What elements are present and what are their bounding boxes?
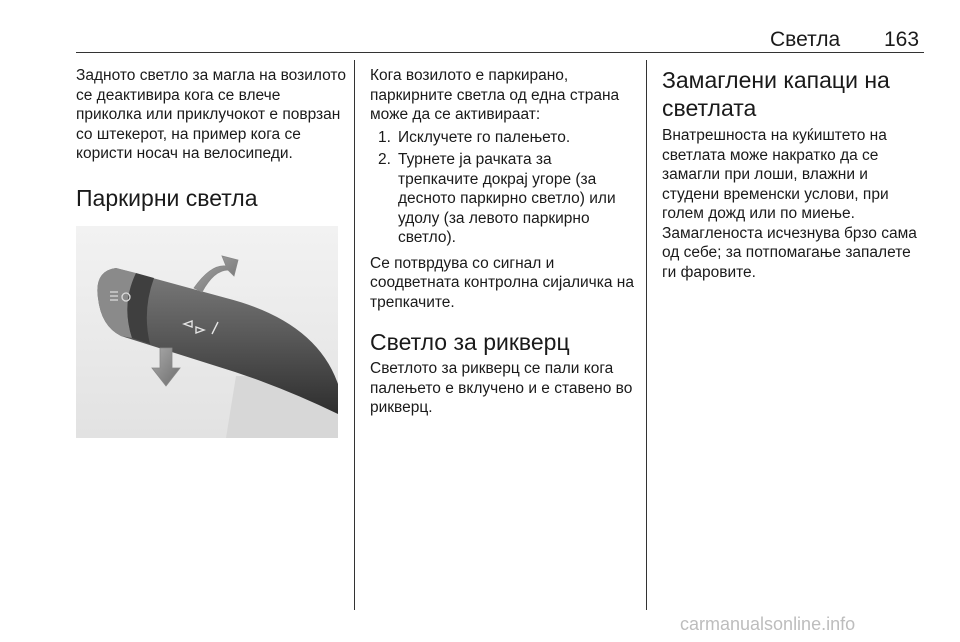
list-item: 2. Турнете ја рачката за трепкачите докрај угоре (за десното паркирно светло) или удолу (за левото паркирно светло). [378,151,616,246]
page-number: 163 [884,28,920,51]
section-heading-fogged-covers: Замаглени капаци на светлата [662,67,890,121]
parking-lights-confirm: Се потврдува со сигнал и соодветната контролна сијаличка на трепкачите. [370,254,634,311]
turn-signal-lever-illustration [76,226,338,438]
section-heading-reversing-light: Светло за рикверц [370,329,570,355]
section-heading-parking-lights: Паркирни светла [76,184,258,211]
watermark: carmanualsonline.info [680,614,856,634]
fog-light-note: Задното светло за магла на возилото се деактивира кога се влече приколка или приклучокот е поврзан со штекерот, на пример кога се користи носач на велосипеди. [76,67,346,162]
lever-drawing [76,226,338,438]
parking-lights-intro: Кога возилото е паркирано, паркирните светла од една страна може да се активираат: [370,67,620,123]
parking-lights-steps [370,128,636,248]
column-1 [76,66,346,212]
fogged-covers-text: Внатрешноста на куќиштето на светлата може накратко да се замагли при лоши, влажни и студени временски услови, при голем дожд или по миење. Замагленоста исчезнува брзо сама од себе; за потпомагање запалете ги фаровите. [662,127,917,281]
header-rule [76,52,924,53]
column-2 [370,66,636,418]
page-header-title: Светла [770,28,841,51]
column-divider-right [646,60,647,610]
reversing-light-text: Светлото за рикверц се пали кога палењето е вклучено и е ставено во рикверц. [370,360,633,416]
column-3 [662,66,926,282]
column-divider-left [354,60,355,610]
list-item: 1. Исклучете го палењето. [378,128,571,146]
